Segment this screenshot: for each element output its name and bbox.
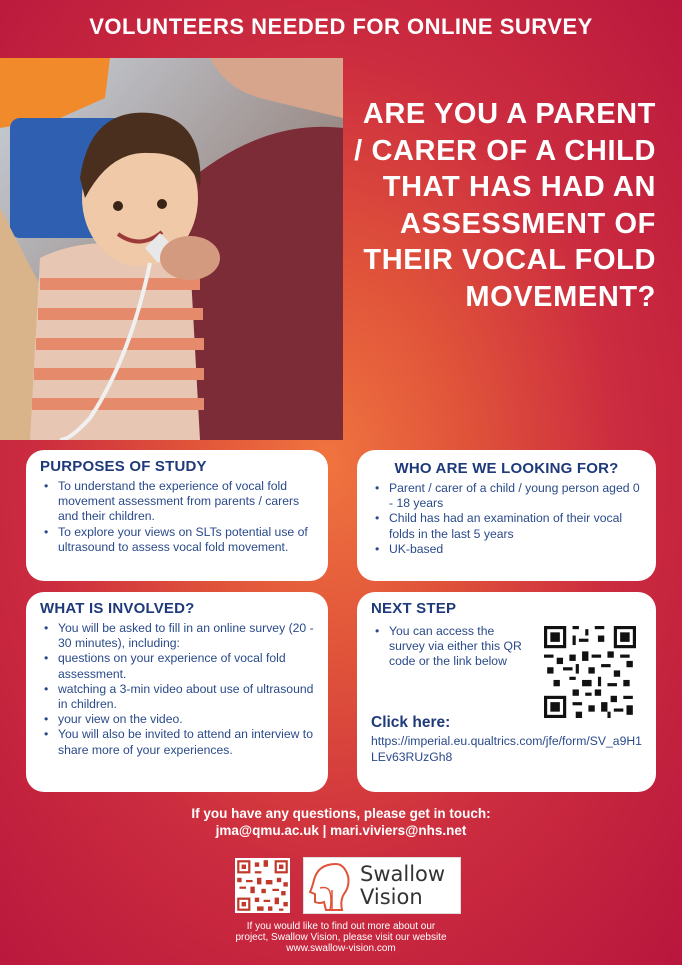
- involved-item: • questions on your experience of vocal fold assessment.: [40, 651, 314, 681]
- involved-item: • You will also be invited to attend an interview to share more of your experiences.: [40, 727, 314, 757]
- who-item: • Child has had an examination of their vocal folds in the last 5 years: [371, 511, 642, 541]
- who-title: WHO ARE WE LOOKING FOR?: [394, 460, 619, 477]
- next-step-card: [357, 592, 656, 792]
- survey-link[interactable]: https://imperial.eu.qualtrics.com/jfe/form/SV_a9H1LEv63RUzGh8: [371, 734, 642, 764]
- involved-item: • watching a 3-min video about use of ultrasound in children.: [40, 682, 314, 712]
- website-qr-code[interactable]: [235, 858, 290, 913]
- contact-emails[interactable]: jma@qmu.ac.uk | mari.viviers@nhs.net: [215, 823, 467, 838]
- purposes-card: [26, 450, 328, 581]
- purposes-item: • To explore your views on SLTs potential use of ultrasound to assess vocal fold movement.: [40, 525, 314, 555]
- swallow-vision-logo: [303, 857, 461, 914]
- contact-question: If you have any questions, please get in touch:: [191, 806, 491, 821]
- survey-qr-code[interactable]: [544, 626, 636, 718]
- purposes-title: PURPOSES OF STUDY: [40, 458, 207, 475]
- involved-title: WHAT IS INVOLVED?: [40, 600, 195, 617]
- who-card: [357, 450, 656, 581]
- involved-item: • your view on the video.: [40, 712, 314, 727]
- next-title: NEXT STEP: [371, 600, 457, 617]
- logo-line1: Swallow: [360, 862, 446, 886]
- child-ultrasound-photo: [0, 58, 343, 440]
- footer-text: [0, 921, 682, 954]
- purposes-item: • To understand the experience of vocal fold movement assessment from parents / carers and their children.: [40, 479, 314, 525]
- footer-line1: If you would like to find out more about our: [246, 921, 436, 932]
- click-here-label: Click here:: [371, 714, 451, 731]
- involved-item: • You will be asked to fill in an online survey (20 - 30 minutes), including:: [40, 621, 314, 651]
- footer-website[interactable]: www.swallow-vision.com: [286, 943, 396, 954]
- who-item: • Parent / carer of a child / young person aged 0 - 18 years: [371, 481, 642, 511]
- main-question: ARE YOU A PARENT / CARER OF A CHILD THAT HAS HAD AN ASSESSMENT OF THEIR VOCAL FOLD MOVEMENT?: [354, 98, 656, 313]
- head-profile-icon: [306, 860, 354, 912]
- who-item: • UK-based: [371, 542, 642, 557]
- headline: VOLUNTEERS NEEDED FOR ONLINE SURVEY: [89, 14, 593, 39]
- next-item: • You can access the survey via either this QR code or the link below: [371, 624, 531, 670]
- logo-line2: Vision: [360, 885, 423, 909]
- footer-line2: project, Swallow Vision, please visit our website: [235, 932, 447, 943]
- involved-card: [26, 592, 328, 792]
